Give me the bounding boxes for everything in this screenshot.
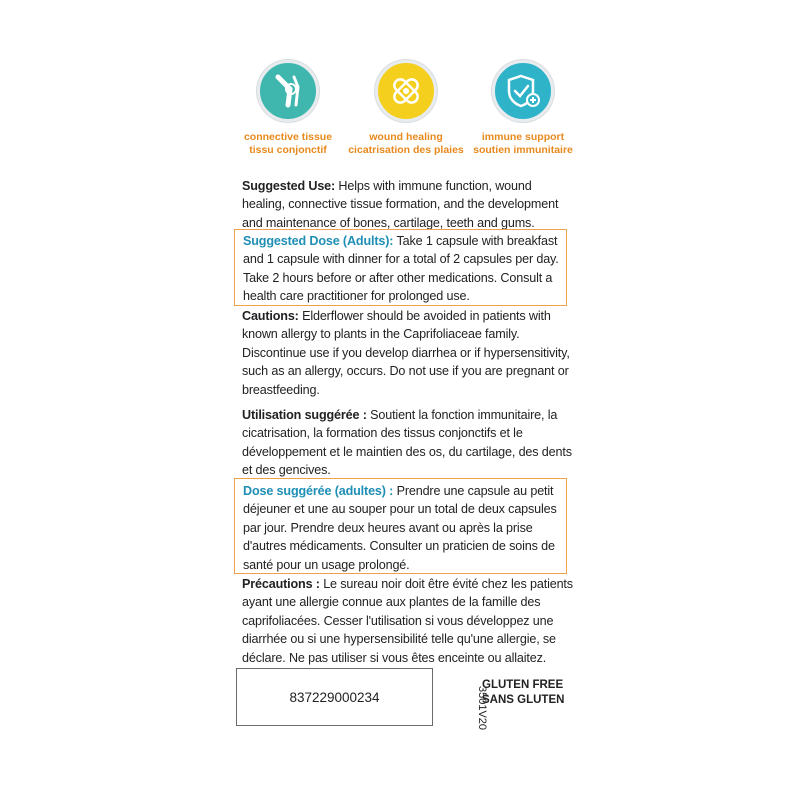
precautions-paragraph bbox=[242, 575, 577, 667]
gluten-free-badge bbox=[482, 678, 564, 708]
suggested-use-paragraph bbox=[242, 177, 577, 232]
gluten-free-fr: SANS GLUTEN bbox=[482, 694, 565, 706]
bandage-icon bbox=[375, 60, 437, 122]
benefit-label-en: connective tissue bbox=[243, 131, 333, 143]
dose-fr-text: Prendre une capsule au petit déjeuner et une au souper pour un total de deux capsules par jour. Prendre deux heures avant ou après la prise d'autres médicaments. Consulter un praticien de soins de santé pour un usage prolongé. bbox=[243, 484, 557, 572]
barcode-number: 837229000234 bbox=[289, 689, 380, 705]
cautions-heading: Cautions: bbox=[242, 309, 299, 323]
benefit-label-en: immune support bbox=[481, 131, 565, 143]
suggested-dose-heading: Suggested Dose (Adults): bbox=[243, 234, 394, 248]
cautions-paragraph bbox=[242, 307, 577, 399]
suggested-dose-box bbox=[234, 229, 567, 306]
suggested-dose-paragraph bbox=[243, 232, 566, 306]
utilisation-paragraph bbox=[242, 406, 577, 480]
utilisation-heading: Utilisation suggérée : bbox=[242, 408, 367, 422]
benefit-wound-healing bbox=[346, 60, 466, 157]
utilisation-text: Soutient la fonction immunitaire, la cicatrisation, la formation des tissus conjonctifs et le développement et le maintien des os, du cartilage, des dents et des gencives. bbox=[242, 408, 572, 478]
precautions-text: Le sureau noir doit être évité chez les patients ayant une allergie connue aux plantes de la famille des caprifoliacées. Cesser l'utilisation si vous développez une diarrhée ou si une hypersensibilité telle qu'une allergie, se déclare. Ne pas utiliser si vous êtes enceinte ou allaitez. bbox=[242, 577, 573, 665]
benefit-immune-support bbox=[463, 60, 583, 157]
shield-check-icon bbox=[492, 60, 554, 122]
benefit-icons-row bbox=[232, 60, 577, 168]
barcode-box bbox=[236, 668, 433, 726]
benefit-label-fr: tissu conjonctif bbox=[249, 144, 327, 156]
benefit-label-en: wound healing bbox=[369, 131, 443, 143]
dose-fr-box bbox=[234, 478, 567, 574]
product-label bbox=[232, 60, 577, 731]
suggested-use-heading: Suggested Use: bbox=[242, 179, 336, 193]
dose-fr-paragraph bbox=[243, 482, 566, 574]
benefit-label-fr: soutien immunitaire bbox=[473, 144, 573, 156]
suggested-dose-text: Take 1 capsule with breakfast and 1 capsule with dinner for a total of 2 capsules per day. Take 2 hours before or after other medications. Consult a health care practitioner for prolonged use. bbox=[243, 234, 559, 304]
cautions-text: Elderflower should be avoided in patients with known allergy to plants in the Caprifoliaceae family. Discontinue use if you develop diarrhea or if hypersensitivity, such as an allergy, occurs. Do not use if you are pregnant or breastfeeding. bbox=[242, 309, 570, 397]
benefit-connective-tissue bbox=[228, 60, 348, 157]
suggested-use-text: Helps with immune function, wound healing, connective tissue formation, and the development and maintenance of bones, cartilage, teeth and gums. bbox=[242, 179, 559, 230]
gluten-free-en: GLUTEN FREE bbox=[482, 679, 564, 691]
product-code: 3501V20 bbox=[476, 685, 488, 731]
dose-fr-heading: Dose suggérée (adultes) : bbox=[243, 484, 394, 498]
precautions-heading: Précautions : bbox=[242, 577, 320, 591]
benefit-label-fr: cicatrisation des plaies bbox=[348, 144, 464, 156]
knee-joint-icon bbox=[257, 60, 319, 122]
